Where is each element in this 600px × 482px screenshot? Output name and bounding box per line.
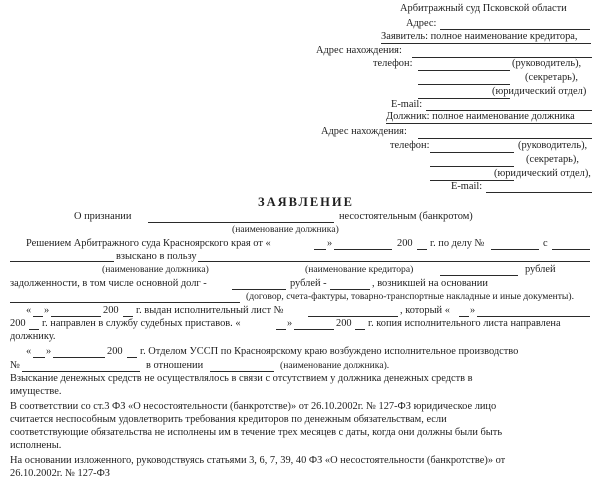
recognition-debtor-line — [148, 222, 334, 223]
phone-head-caption: (руководитель), — [512, 58, 582, 69]
quote-close: » — [287, 318, 293, 329]
quote-close: » — [470, 305, 476, 316]
year-prefix: 200 — [397, 238, 413, 249]
debtor-line — [386, 123, 592, 124]
regarding-line — [210, 371, 274, 372]
document-title: ЗАЯВЛЕНИЕ — [258, 195, 354, 209]
debtor-phone-label: телефон: — [390, 140, 430, 151]
proceedings-year-line — [127, 357, 137, 358]
phone-secretary-line — [418, 84, 510, 85]
decision-month-line — [334, 249, 392, 250]
phone-legal-caption: (юридический отдел) — [492, 86, 587, 97]
year-prefix: 200 — [107, 346, 123, 357]
sent-year-line — [29, 329, 39, 330]
court-address-label: Адрес: — [406, 18, 437, 29]
debtor-caption-3: (наименование должника). — [280, 360, 390, 371]
applicant-label: Заявитель: полное наименование кредитора, — [381, 31, 578, 42]
quote-open: « — [26, 305, 32, 316]
regarding-label: в отношении — [146, 360, 204, 371]
writ-month-line — [51, 316, 101, 317]
rubles-label: рублей — [525, 264, 556, 275]
phone-label: телефон: — [373, 58, 413, 69]
proceedings-number-label: № — [10, 360, 20, 371]
no-recovery-text: Взыскание денежных средств не осуществлялось в связи с отсутствием у должника денежных средств в — [10, 373, 473, 384]
copy-year-line — [355, 329, 365, 330]
creditor-caption: (наименование кредитора) — [305, 264, 414, 275]
recognition-suffix: несостоятельным (банкротом) — [339, 211, 473, 222]
debtor-name-line — [10, 261, 114, 262]
property-text: имуществе. — [10, 386, 62, 397]
quote-close: » — [327, 238, 333, 249]
proceedings-number-line — [22, 371, 140, 372]
decision-year-line — [417, 249, 427, 250]
debtor-caption: (наименование должника) — [232, 224, 339, 235]
sent-day-line — [459, 316, 469, 317]
writ-year-line — [123, 316, 133, 317]
which-text: , который « — [400, 305, 450, 316]
email-label: E-mail: — [391, 99, 423, 110]
court-name: Арбитражный суд Псковской области — [400, 3, 567, 14]
recovered-label: взыскано в пользу — [116, 251, 197, 262]
rubles-sub-line — [330, 289, 370, 290]
law-text-2: считается неспособным удовлетворить требования кредиторов по денежным обязательствам, если — [10, 414, 447, 425]
debtor-word: должнику. — [10, 331, 56, 342]
recovered-line — [198, 261, 590, 262]
quote-open: « — [26, 346, 32, 357]
debtor-phone-head-line — [430, 152, 514, 153]
debtor-phone-secretary-line — [430, 166, 514, 167]
phone-head-line — [418, 70, 510, 71]
debtor-email-line — [486, 192, 592, 193]
phone-legal-line — [418, 98, 510, 99]
copy-sent-text: г. копия исполнительного листа направлена — [368, 318, 561, 329]
law-text-1: В соответствии со ст.3 ФЗ «О несостоятельности (банкротстве)» от 26.10.2002г. № 127-ФЗ юридическое лицо — [10, 401, 497, 412]
applicant-line — [381, 43, 591, 44]
basis-text: , возникшей на основании — [372, 278, 488, 289]
debtor-caption-2: (наименование должника) — [102, 264, 209, 275]
year-prefix: 200 — [103, 305, 119, 316]
writ-text: г. выдан исполнительный лист № — [136, 305, 284, 316]
rubles-dash: рублей - — [290, 278, 327, 289]
copy-day-line — [276, 329, 286, 330]
decision-day-line — [314, 249, 326, 250]
year-prefix: 200 — [336, 318, 352, 329]
law-text-4: исполнены. — [10, 440, 62, 451]
decision-text: Решением Арбитражного суда Красноярского края от « — [26, 238, 271, 249]
basis-line — [10, 302, 240, 303]
sent-month-line — [477, 316, 590, 317]
court-address-line — [440, 29, 590, 30]
proceedings-text: г. Отделом УССП по Красноярскому краю возбуждено исполнительное производство — [140, 346, 519, 357]
quote-close: » — [44, 305, 50, 316]
writ-number-line — [308, 316, 398, 317]
debtor-address-label: Адрес нахождения: — [321, 126, 407, 137]
case-number-label: г. по делу № — [430, 238, 485, 249]
debtor-label: Должник: полное наименование должника — [386, 111, 575, 122]
from-label: с — [543, 238, 548, 249]
applicant-address-label: Адрес нахождения: — [316, 45, 402, 56]
copy-month-line — [294, 329, 334, 330]
from-line — [552, 249, 590, 250]
debtor-phone-secretary-caption: (секретарь), — [526, 154, 579, 165]
debtor-email-label: E-mail: — [451, 181, 483, 192]
debt-text: задолженности, в том числе основной долг - — [10, 278, 207, 289]
year-prefix: 200 — [10, 318, 26, 329]
debtor-phone-head-caption: (руководитель), — [518, 140, 588, 151]
writ-day-line — [33, 316, 43, 317]
debtor-phone-legal-caption: (юридический отдел), — [494, 168, 591, 179]
law-reference: 26.10.2002г. № 127-ФЗ — [10, 468, 111, 479]
documents-caption: (договор, счета-фактуры, товарно-транспортные накладные и иные документы). — [246, 291, 574, 302]
proceedings-day-line — [33, 357, 45, 358]
main-debt-line — [232, 289, 286, 290]
basis-law-text: На основании изложенного, руководствуясь статьями 3, 6, 7, 39, 40 ФЗ «О несостоятельности (банкротстве)» от — [10, 455, 506, 466]
bailiffs-text: г. направлен в службу судебных приставов. « — [42, 318, 241, 329]
recognition-prefix: О признании — [74, 211, 132, 222]
law-text-3: соответствующие обязательства не исполнены им в течение трех месяцев с даты, когда они должны были быть — [10, 427, 503, 438]
proceedings-month-line — [53, 357, 105, 358]
phone-secretary-caption: (секретарь), — [525, 72, 578, 83]
amount-line — [440, 275, 518, 276]
debtor-address-line — [418, 138, 592, 139]
case-number-line — [491, 249, 539, 250]
quote-close: » — [46, 346, 52, 357]
